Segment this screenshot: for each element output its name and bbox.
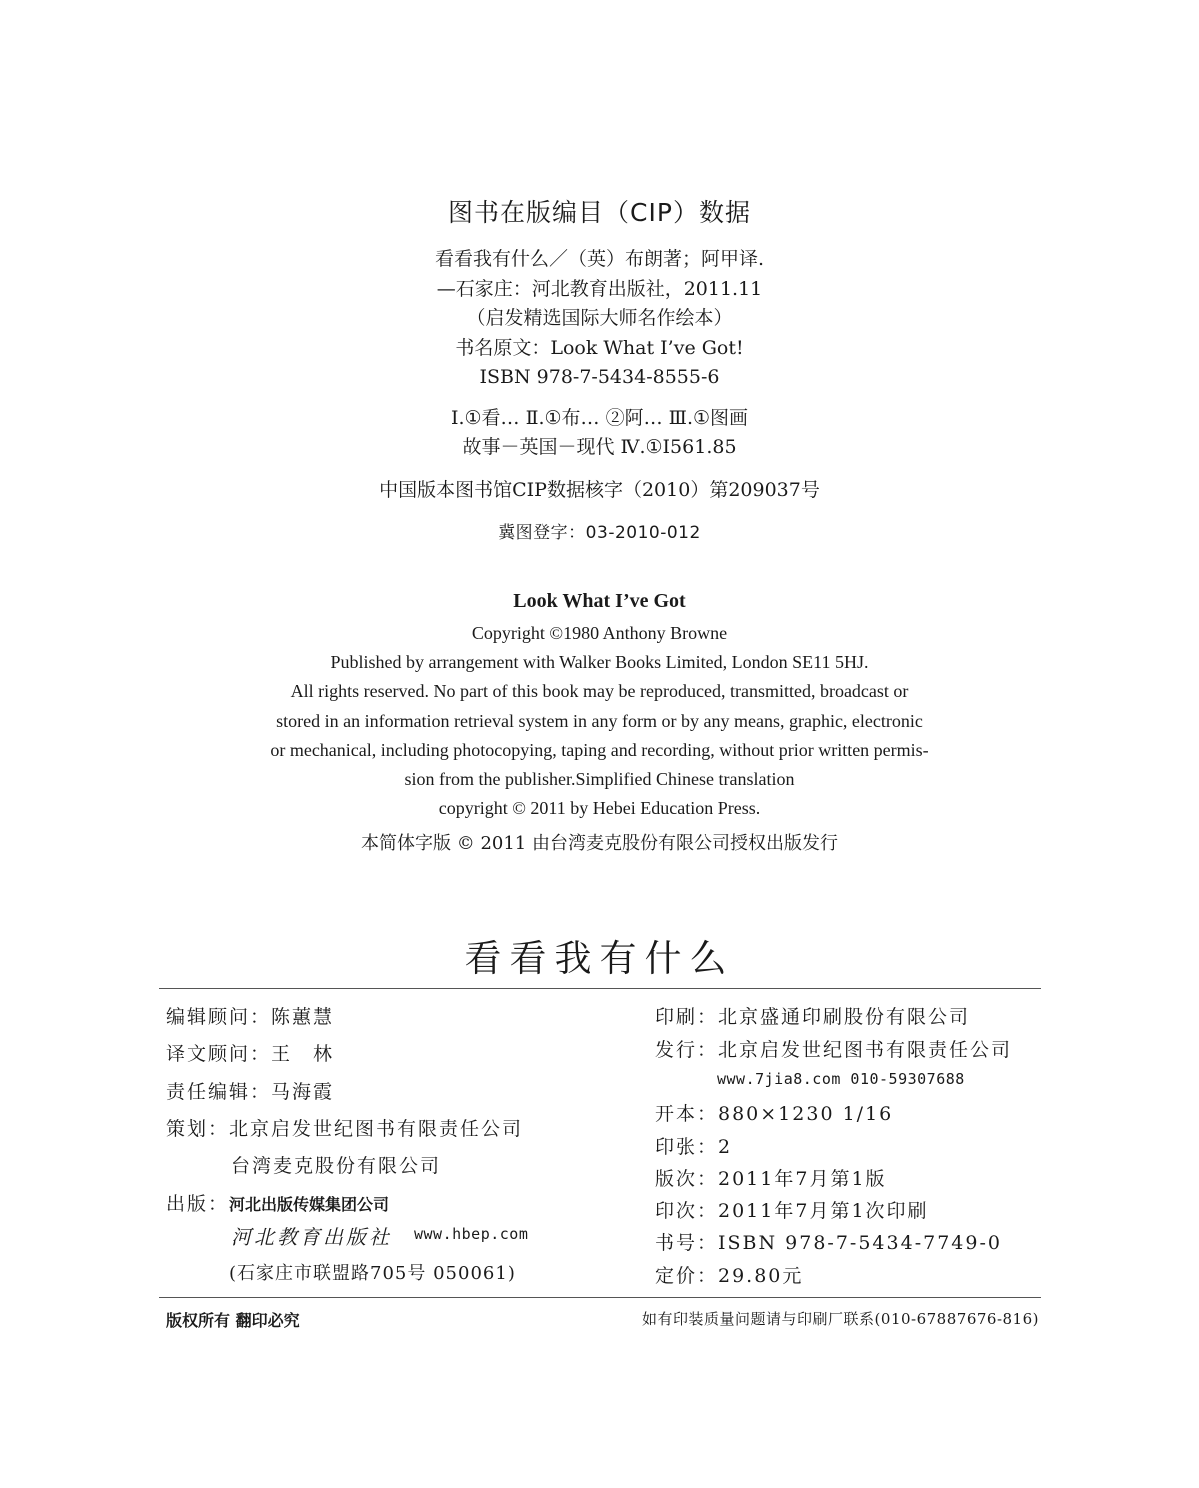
cip-check-number: 中国版本图书馆CIP数据核字（2010）第209037号 bbox=[379, 479, 820, 501]
english-title: Look What I’ve Got bbox=[513, 590, 686, 612]
copyright-line: stored in an information retrieval system in any form or by any means, graphic, electronic bbox=[276, 710, 923, 731]
format: 开本：880×1230 1/16 bbox=[655, 1103, 894, 1125]
publisher-address: (石家庄市联盟路705号 050061) bbox=[229, 1263, 516, 1284]
chinese-license-notice: 本简体字版 © 2011 由台湾麦克股份有限公司授权出版发行 bbox=[361, 833, 838, 854]
rights-notice: 版权所有 翻印必究 bbox=[166, 1311, 300, 1330]
copyright-line: All rights reserved. No part of this book may be reproduced, transmitted, broadcast or bbox=[290, 681, 909, 702]
cip-classification bbox=[0, 404, 1199, 462]
editor-advisor: 编辑顾问：陈蕙慧 bbox=[166, 1006, 335, 1028]
copyright-line: Copyright ©1980 Anthony Browne bbox=[471, 623, 728, 643]
edition: 版次：2011年7月第1版 bbox=[655, 1168, 887, 1190]
divider bbox=[159, 988, 1041, 989]
cip-line: 看看我有什么／（英）布朗著；阿甲译. bbox=[434, 248, 765, 270]
printed-sheets: 印张：2 bbox=[655, 1136, 733, 1158]
copyright-line: Published by arrangement with Walker Books Limited, London SE11 5HJ. bbox=[330, 652, 869, 673]
divider bbox=[159, 1297, 1041, 1298]
registration-number: 冀图登字：03-2010-012 bbox=[498, 523, 701, 543]
cip-line: 书名原文：Look What I’ve Got! bbox=[455, 336, 744, 359]
printing: 印次：2011年7月第1次印刷 bbox=[655, 1200, 929, 1222]
classification-line: 故事－英国－现代 Ⅳ.①I561.85 bbox=[462, 436, 737, 458]
publisher-url: www.hbep.com bbox=[414, 1225, 529, 1243]
planning: 策划：北京启发世纪图书有限责任公司 bbox=[166, 1118, 524, 1140]
cip-title: 图书在版编目（CIP）数据 bbox=[448, 198, 751, 227]
cip-line: —石家庄：河北教育出版社，2011.11 bbox=[436, 277, 763, 300]
book-title: 看看我有什么 bbox=[464, 937, 735, 980]
publisher-group: 河北出版传媒集团公司 bbox=[229, 1195, 390, 1214]
cip-line: （启发精选国际大师名作绘本） bbox=[466, 307, 733, 329]
quality-contact: 如有印装质量问题请与印刷厂联系(010-67887676-816) bbox=[642, 1310, 1039, 1328]
isbn: 书号：ISBN 978-7-5434-7749-0 bbox=[655, 1232, 1002, 1254]
printer: 印刷：北京盛通印刷股份有限公司 bbox=[655, 1006, 971, 1028]
publisher-label: 出版： bbox=[166, 1193, 230, 1215]
translation-advisor: 译文顾问：王 林 bbox=[166, 1043, 335, 1065]
planning-partner: 台湾麦克股份有限公司 bbox=[231, 1155, 442, 1177]
copyright-notice bbox=[0, 619, 1199, 823]
publisher-logo: 河北教育出版社 bbox=[231, 1225, 392, 1249]
classification-line: Ⅰ.①看… Ⅱ.①布… ②阿… Ⅲ.①图画 bbox=[450, 407, 749, 429]
price: 定价：29.80元 bbox=[655, 1265, 804, 1287]
cip-record bbox=[0, 245, 1199, 393]
cip-line: ISBN 978-7-5434-8555-6 bbox=[479, 366, 720, 388]
copyright-line: copyright © 2011 by Hebei Education Press. bbox=[438, 798, 761, 819]
copyright-line: or mechanical, including photocopying, taping and recording, without prior written permis- bbox=[270, 739, 929, 760]
distributor: 发行：北京启发世纪图书有限责任公司 bbox=[655, 1039, 1013, 1061]
distributor-contact: www.7jia8.com 010-59307688 bbox=[717, 1070, 965, 1088]
responsible-editor: 责任编辑：马海霞 bbox=[166, 1081, 335, 1103]
copyright-line: sion from the publisher.Simplified Chinese translation bbox=[404, 769, 795, 790]
